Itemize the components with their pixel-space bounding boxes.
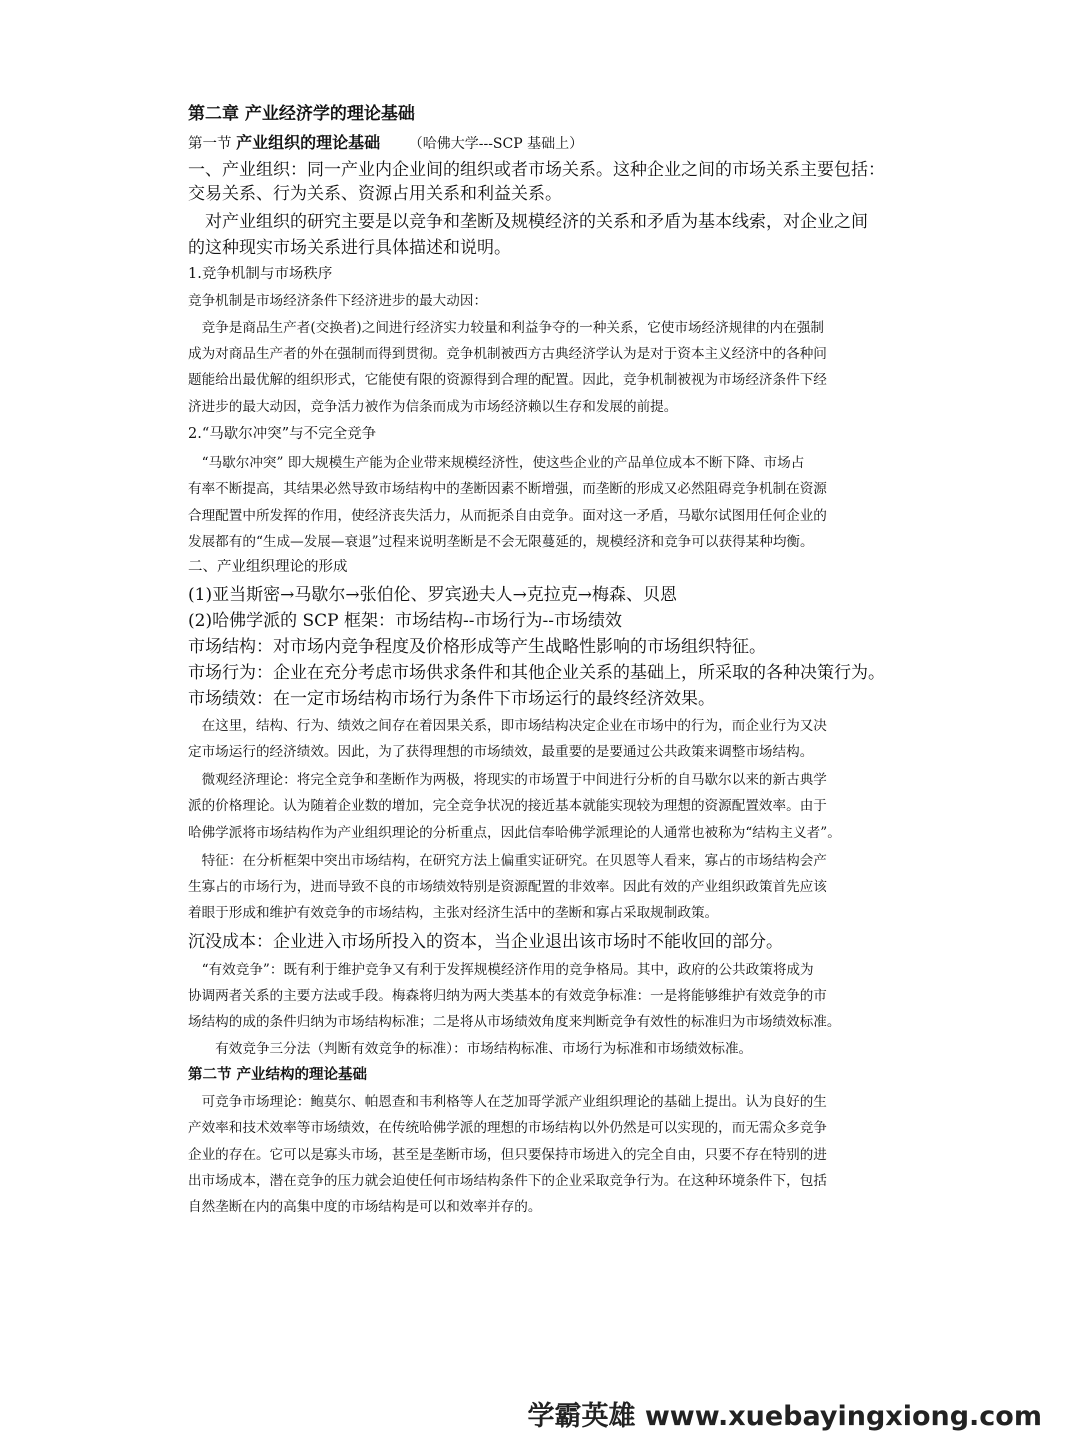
section-1-title: 产业组织的理论基础 (236, 133, 381, 152)
text-line: 产效率和技术效率等市场绩效，在传统哈佛学派的理想的市场结构以外仍然是可以实现的，而无需众多竞争 (188, 1120, 827, 1136)
text-line: 市场结构：对市场内竞争程度及价格形成等产生战略性影响的市场组织特征。 (188, 637, 766, 657)
section-2-heading: 第二节 产业结构的理论基础 (188, 1066, 368, 1083)
text-line: 自然垄断在内的高集中度的市场结构是可以和效率并存的。 (188, 1199, 542, 1215)
text-line: 哈佛学派将市场结构作为产业组织理论的分析重点，因此信奉哈佛学派理论的人通常也被称为“结构主义者”。 (188, 825, 841, 841)
text-line: 可竞争市场理论：鲍莫尔、帕恩查和韦利格等人在芝加哥学派产业组织理论的基础上提出。认为良好的生 (188, 1094, 827, 1110)
chapter-title: 第二章 产业经济学的理论基础 (188, 104, 415, 124)
section-1-heading (188, 133, 908, 153)
text-line: 定市场运行的经济绩效。因此，为了获得理想的市场绩效，最重要的是要通过公共政策来调整市场结构。 (188, 744, 814, 760)
text-line: 出市场成本，潜在竞争的压力就会迫使任何市场结构条件下的企业采取竞争行为。在这种环境条件下，包括 (188, 1173, 827, 1189)
watermark-footer: 学霸英雄 www.xuebayingxiong.com (527, 1401, 1042, 1432)
text-line: 发展都有的“生成—发展—衰退”过程来说明垄断是不会无限蔓延的，规模经济和竞争可以获得某种均衡。 (188, 534, 814, 550)
section-1-prefix: 第一节 (188, 136, 232, 152)
text-line: 竞争是商品生产者(交换者)之间进行经济实力较量和利益争夺的一种关系，它使市场经济规律的内在强制 (188, 320, 824, 336)
text-line: “有效竞争”：既有利于维护竞争又有利于发挥规模经济作用的竞争格局。其中，政府的公共政策将成为 (188, 962, 814, 978)
text-line: 1.竞争机制与市场秩序 (188, 266, 333, 282)
text-line: 生寡占的市场行为，进而导致不良的市场绩效特别是资源配置的非效率。因此有效的产业组织政策首先应该 (188, 879, 827, 895)
text-line: 特征：在分析框架中突出市场结构，在研究方法上偏重实证研究。在贝恩等人看来，寡占的市场结构会产 (188, 853, 827, 869)
text-line: “马歇尔冲突” 即大规模生产能为企业带来规模经济性，使这些企业的产品单位成本不断下降、市场占 (188, 455, 805, 471)
text-line: 题能给出最优解的组织形式，它能使有限的资源得到合理的配置。因此，竞争机制被视为市场经济条件下经 (188, 372, 827, 388)
text-line: 有率不断提高，其结果必然导致市场结构中的垄断因素不断增强，而垄断的形成又必然阻碍竞争机制在资源 (188, 481, 827, 497)
text-line: 一、产业组织：同一产业内企业间的组织或者市场关系。这种企业之间的市场关系主要包括： (188, 160, 885, 180)
text-line: 沉没成本：企业进入市场所投入的资本，当企业退出该市场时不能收回的部分。 (188, 932, 783, 952)
text-line: 的这种现实市场关系进行具体描述和说明。 (188, 238, 511, 258)
text-line: (2)哈佛学派的 SCP 框架：市场结构--市场行为--市场绩效 (188, 611, 622, 631)
text-line: 合理配置中所发挥的作用，使经济丧失活力，从而扼杀自由竞争。面对这一矛盾，马歇尔试图用任何企业的 (188, 508, 827, 524)
text-line: 企业的存在。它可以是寡头市场，甚至是垄断市场，但只要保持市场进入的完全自由，只要不存在特别的进 (188, 1147, 827, 1163)
text-line: 着眼于形成和维护有效竞争的市场结构，主张对经济生活中的垄断和寡占采取规制政策。 (188, 905, 719, 921)
text-line: (1)亚当斯密→马歇尔→张伯伦、罗宾逊夫人→克拉克→梅森、贝恩 (188, 585, 678, 605)
text-line: 济进步的最大动因，竞争活力被作为信条而成为市场经济赖以生存和发展的前提。 (188, 399, 678, 415)
text-line: 2.“马歇尔冲突”与不完全竞争 (188, 426, 377, 442)
text-line: 市场行为：企业在充分考虑市场供求条件和其他企业关系的基础上，所采取的各种决策行为。 (188, 663, 885, 683)
text-line: 派的价格理论。认为随着企业数的增加，完全竞争状况的接近基本就能实现较为理想的资源配置效率。由于 (188, 798, 827, 814)
text-line: 竞争机制是市场经济条件下经济进步的最大动因： (188, 293, 488, 309)
text-line: 微观经济理论：将完全竞争和垄断作为两极，将现实的市场置于中间进行分析的自马歇尔以来的新古典学 (188, 772, 827, 788)
section-1-note: （哈佛大学---SCP 基础上） (408, 136, 584, 152)
text-line: 对产业组织的研究主要是以竞争和垄断及规模经济的关系和矛盾为基本线索，对企业之间 (188, 212, 868, 232)
text-line: 成为对商品生产者的外在强制而得到贯彻。竞争机制被西方古典经济学认为是对于资本主义经济中的各种问 (188, 346, 827, 362)
text-line: 协调两者关系的主要方法或手段。梅森将归纳为两大类基本的有效竞争标准：一是将能够维护有效竞争的市 (188, 988, 827, 1004)
text-line: 二、产业组织理论的形成 (188, 559, 348, 575)
text-line: 交易关系、行为关系、资源占用关系和利益关系。 (188, 184, 562, 204)
text-line: 有效竞争三分法（判断有效竞争的标准）：市场结构标准、市场行为标准和市场绩效标准。 (188, 1041, 753, 1057)
text-line: 场结构的成的条件归纳为市场结构标准；二是将从市场绩效角度来判断竞争有效性的标准归为市场绩效标准。 (188, 1014, 841, 1030)
text-line: 市场绩效：在一定市场结构市场行为条件下市场运行的最终经济效果。 (188, 689, 715, 709)
text-line: 在这里，结构、行为、绩效之间存在着因果关系，即市场结构决定企业在市场中的行为，而企业行为又决 (188, 718, 827, 734)
